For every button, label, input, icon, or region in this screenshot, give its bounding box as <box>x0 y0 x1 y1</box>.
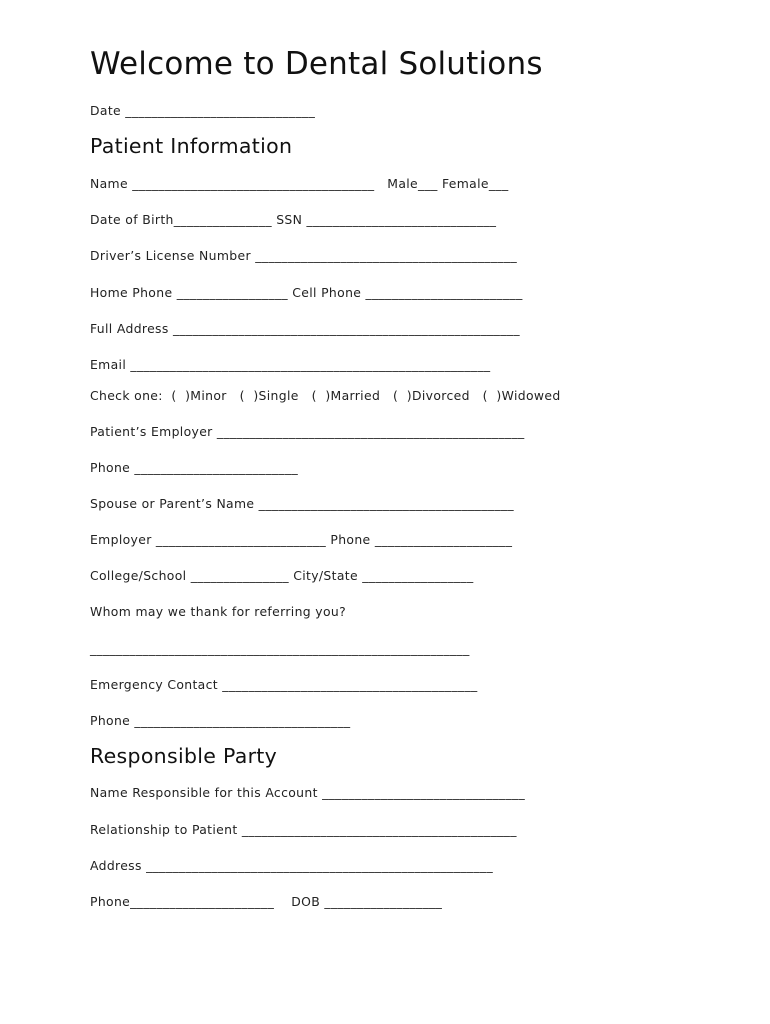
date-of-birth-ssn-field[interactable]: Date of Birth_______________ SSN _____________________________ <box>90 212 497 227</box>
responsible-address-field[interactable]: Address _____________________________________________________ <box>90 858 493 873</box>
emergency-phone-field[interactable]: Phone _________________________________ <box>90 713 351 728</box>
college-city-state-field[interactable]: College/School _______________ City/State _________________ <box>90 568 474 583</box>
responsible-name-field[interactable]: Name Responsible for this Account _______________________________ <box>90 785 525 800</box>
name-and-gender-field[interactable]: Name _____________________________________ Male___ Female___ <box>90 176 509 191</box>
patient-information-heading: Patient Information <box>90 134 293 158</box>
email-field[interactable]: Email _______________________________________________________ <box>90 357 491 372</box>
drivers-license-field[interactable]: Driver’s License Number ________________________________________ <box>90 248 518 263</box>
employer-phone-field[interactable]: Employer __________________________ Phone _____________________ <box>90 532 513 547</box>
marital-status-checkboxes[interactable]: Check one: ( )Minor ( )Single ( )Married ( )Divorced ( )Widowed <box>90 388 561 403</box>
relationship-to-patient-field[interactable]: Relationship to Patient __________________________________________ <box>90 822 517 837</box>
responsible-phone-dob-field[interactable]: Phone______________________ DOB __________________ <box>90 894 443 909</box>
spouse-parent-name-field[interactable]: Spouse or Parent’s Name _______________________________________ <box>90 496 514 511</box>
home-cell-phone-field[interactable]: Home Phone _________________ Cell Phone ________________________ <box>90 285 523 300</box>
responsible-party-heading: Responsible Party <box>90 744 278 768</box>
referral-question: Whom may we thank for referring you? <box>90 604 347 619</box>
emergency-contact-field[interactable]: Emergency Contact _______________________________________ <box>90 677 478 692</box>
patient-phone-field[interactable]: Phone _________________________ <box>90 460 299 475</box>
full-address-field[interactable]: Full Address _____________________________________________________ <box>90 321 520 336</box>
page-title: Welcome to Dental Solutions <box>90 46 543 82</box>
date-field[interactable]: Date _____________________________ <box>90 103 316 118</box>
patient-employer-field[interactable]: Patient’s Employer _______________________________________________ <box>90 424 525 439</box>
referral-answer-field[interactable]: __________________________________________________________ <box>90 641 470 656</box>
